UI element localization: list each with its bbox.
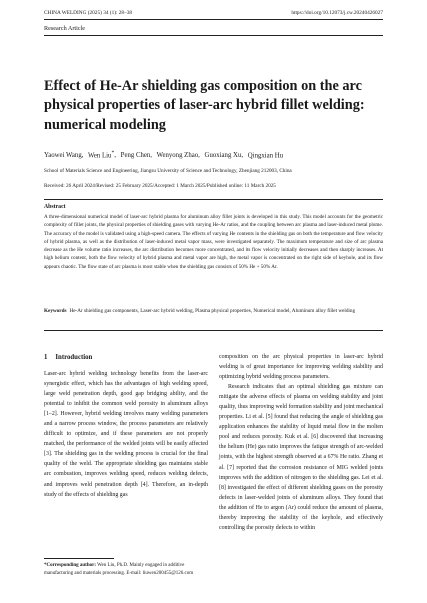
keywords [44, 307, 383, 315]
section-heading [44, 354, 92, 361]
article-type-rule [44, 35, 383, 36]
paragraph: Research indicates that an optimal shielding gas mixture can mitigate the adverse effects of plasma on welding stability and joint quality, thus improving weld formation stability and joint mechanical properties. Li et al. [5] found that reducing the angle of shielding gas application enhances the stability of liquid metal flow in the molten pool and reduces porosity. Kuk et al. [6] discovered that increasing the helium (He) gas ratio improves the fatigue strength of arc-welded joints, with the highest strength observed at a 67% He ratio. Zhang et al. [7] reported that the corrosion resistance of MIG welded joints improves with the addition of nitrogen to the shielding gas. Lei et al. [8] investigated the effect of different shielding gases on the porosity defects in laser-welded joints of aluminum alloys. They found that the addition of He to argon (Ar) could reduce the amount of plasma, thereby improving the stability of the keyhole, and effectively controlling the porosity defects to within [219, 384, 383, 531]
paragraph: Laser-arc hybrid welding technology benefits from the laser-arc synergistic effect, which has the advantages of high welding speed, large weld penetration depth, good gap bridging ability, and the potential to inhibit the common weld porosity in aluminum alloys [1–2]. However, hybrid welding involves many welding parameters and a narrow process window, the process parameters are relatively difficult to optimize, and if these parameters are not properly matched, the performance of the welded joints will be easily affected [3]. The shielding gas in the welding process is crucial for the final quality of the weld. The appropriate shielding gas maintains stable arc combustion, improves welding speed, reduces welding defects, and improves weld penetration depth [4]. Therefore, an in-depth study of the effects of shielding gas [44, 371, 208, 498]
affiliation: School of Materials Science and Engineering, Jiangsu University of Science and Technology, Zhenjiang 212003, China [44, 168, 292, 174]
body-column-right [219, 352, 383, 533]
journal-citation: CHINA WELDING (2025) 34 (1): 28–38 [44, 10, 133, 16]
footnote-text: Wen Liu, Ph.D. Mainly engaged in additive manufacturing and materials processing. E-mail: liuwen200455@126.com [44, 563, 194, 576]
section-title: Introduction [55, 354, 93, 361]
abstract-text: A three-dimensional numerical model of laser-arc hybrid plasma for aluminum alloy fillet joints is developed in this study. This model accounts for the geometric complexity of fillet joints, the physical properties of shielding gases with varying He-Ar ratios, and the coupling between arc plasma and laser-induced metal plume. The accuracy of the model is validated using a high-speed camera. The effects of varying He contents in the shielding gas on both the temperature and flow velocity of hybrid plasma, as well as the distribution of laser-induced metal vapor mass, were investigated separately. The maximum temperature and size of arc plasma decrease as the He volume ratio increases, the arc distribution becomes more concentrated, and its flow velocity initially decreases and then sharply increases. At high helium content, both the flow velocity of hybrid plasma and metal vapor are high, the metal vapor is concentrated on the right side of keyhole, and its flow appears chaotic. The flow state of arc plasma is most stable when the shielding gas consists of 50% He + 50% Ar. [44, 214, 383, 270]
author-name: Wen Liu [88, 152, 112, 160]
paragraph: composition on the arc physical properties in laser-arc hybrid welding is of great importance for improving welding stability and optimizing hybrid welding process parameters. [219, 354, 383, 381]
author-separator: , [114, 152, 116, 160]
abstract-rule [44, 199, 383, 200]
corresponding-author-footnote [44, 562, 208, 577]
keywords-label: Keywords [44, 308, 67, 314]
footnote-label: *Corresponding author: [44, 563, 96, 568]
publication-dates: Received: 26 April 2024/Revised: 25 February 2025/Accepted: 1 March 2025/Published online: 11 March 2025 [44, 183, 276, 189]
doi-link[interactable]: https://doi.org/10.12073/j.cw.20240426027 [291, 10, 383, 16]
keywords-rule [44, 330, 383, 331]
author-name: Yaowei Wang, [44, 152, 84, 160]
author-name: Peng Chen, [120, 152, 153, 160]
body-column-left [44, 369, 208, 500]
footnote-rule [44, 558, 114, 559]
author-name: Qingxian Hu [247, 152, 284, 160]
corresponding-author-mark: * [111, 150, 115, 156]
section-number: 1 [44, 354, 48, 361]
author-name: Wenyong Zhao, [156, 152, 200, 160]
keywords-text: He-Ar shielding gas components, Laser-arc hybrid welding, Plasma physical properties, Numerical model, Aluminum alloy fillet welding [69, 308, 356, 314]
abstract-heading: Abstract [44, 204, 66, 210]
header-rule [44, 19, 383, 20]
paper-title: Effect of He-Ar shielding gas composition on the arc physical properties of laser-arc hybrid fillet welding: numerical modeling [44, 78, 365, 133]
author-name: Guoxiang Xu, [204, 152, 244, 160]
author-list [44, 150, 384, 159]
article-type: Research Article [44, 25, 86, 32]
